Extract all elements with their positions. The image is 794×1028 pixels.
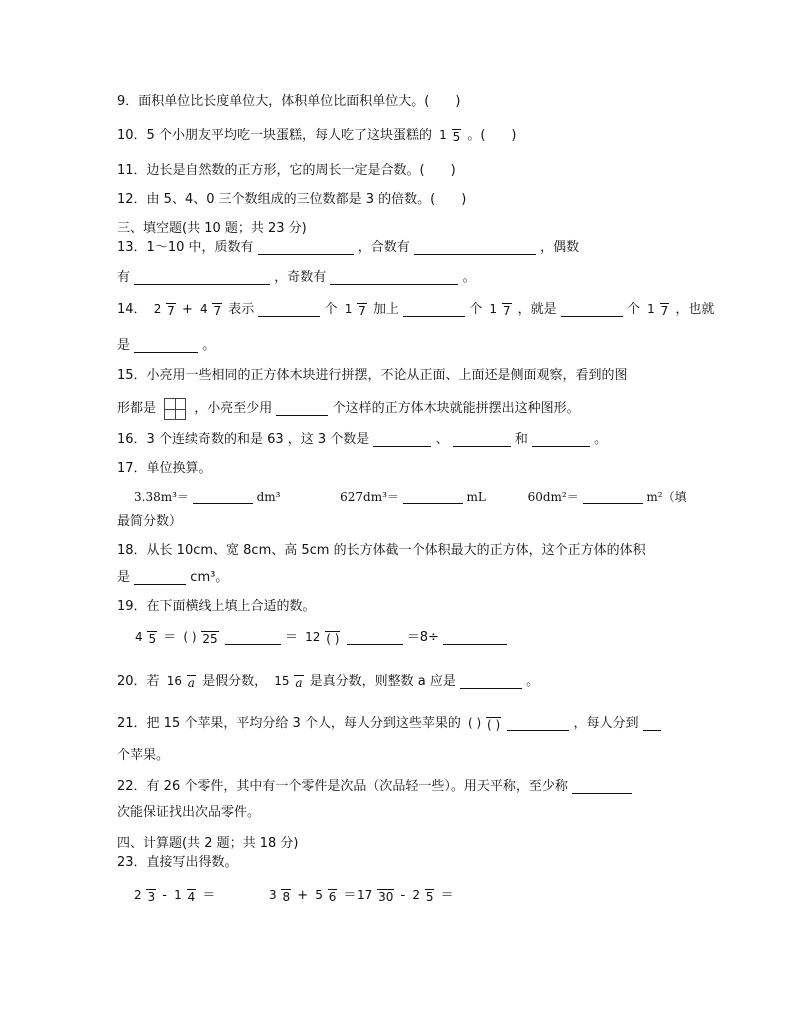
answer-blank[interactable] [460, 675, 522, 689]
denominator: 7 [502, 303, 511, 318]
question-12 [117, 192, 466, 209]
question-text: 。 [462, 270, 476, 285]
question-text: 个 [469, 302, 483, 317]
numerator: 1 [489, 302, 498, 316]
denominator: 25 [202, 631, 218, 646]
answer-blank[interactable] [583, 490, 643, 504]
expression-3 [354, 888, 454, 905]
answer-blank[interactable] [561, 303, 623, 317]
fraction [438, 129, 461, 144]
question-text: 个这样的正方体木块就能拼摆出这种图形。 [332, 401, 580, 416]
numerator: 2 [134, 888, 142, 902]
section-title: 四、计算题(共 2 题；共 18 分) [117, 836, 299, 851]
denominator: a [187, 675, 195, 690]
question-text: ，合数有 [357, 240, 410, 255]
question-19-equation [132, 630, 507, 647]
answer-blank[interactable] [453, 433, 511, 447]
equals-sign: ＝ [202, 888, 216, 903]
numerator: ( ) [468, 716, 482, 730]
denominator: ( ) [326, 631, 340, 646]
denominator: 4 [187, 889, 196, 904]
fraction [356, 889, 394, 904]
question-text: ，也就 [675, 302, 715, 317]
question-text: 9．面积单位比长度单位大，体积单位比面积单位大。( ) [117, 94, 461, 109]
question-text: 最简分数） [117, 514, 183, 529]
section-heading-4 [117, 836, 299, 853]
question-text: 14． [117, 302, 147, 317]
question-16 [117, 432, 607, 449]
question-21 [117, 716, 661, 733]
question-text: 个 [324, 302, 338, 317]
numerator: 1 [344, 302, 353, 316]
question-text: 20．若 [117, 674, 160, 689]
question-22-cont [117, 805, 260, 822]
numerator: 2 [412, 888, 421, 902]
answer-blank[interactable] [507, 717, 569, 731]
question-text: 16．3 个连续奇数的和是 63 ，这 3 个数是 [117, 432, 370, 447]
fraction [273, 675, 303, 690]
operator: - [400, 888, 406, 903]
denominator: 5 [452, 129, 461, 144]
question-22 [117, 779, 632, 796]
answer-blank[interactable] [403, 303, 465, 317]
denominator: 3 [147, 889, 156, 904]
denominator: 8 [282, 889, 291, 904]
question-text: ，就是 [517, 302, 557, 317]
conversion-unit: m²（填 [646, 489, 687, 504]
fraction [173, 889, 196, 904]
answer-blank[interactable] [572, 780, 632, 794]
question-text: 。( ) [467, 128, 517, 143]
fraction [153, 303, 176, 318]
answer-blank[interactable] [258, 241, 354, 255]
denominator: 30 [378, 889, 394, 904]
question-21-cont [117, 748, 169, 765]
answer-blank[interactable] [403, 490, 463, 504]
question-19 [117, 599, 316, 616]
question-text: 12．由 5、4、0 三个数组成的三位数都是 3 的倍数。( ) [117, 192, 467, 207]
equals-text: ＝8÷ [406, 630, 439, 645]
fraction [268, 889, 291, 904]
fraction [199, 303, 222, 318]
expression-2 [266, 888, 357, 905]
fraction [646, 303, 669, 318]
question-11 [117, 163, 456, 180]
question-text: 形都是 [117, 401, 157, 416]
question-text: 15．小亮用一些相同的正方体木块进行拼摆，不论从正面、上面还是侧面观察，看到的图 [117, 368, 628, 383]
section-heading-3 [117, 221, 307, 238]
fraction [488, 303, 511, 318]
fraction [166, 675, 196, 690]
numerator: 2 [153, 302, 162, 316]
fraction [467, 717, 501, 732]
conversion-text: 3.38m³＝ [134, 489, 189, 504]
denominator: 6 [328, 889, 337, 904]
expression-1 [131, 888, 215, 905]
question-text: 22．有 26 个零件，其中有一个零件是次品（次品轻一些）。用天平称，至少称 [117, 779, 568, 794]
answer-blank[interactable] [643, 717, 661, 731]
question-text: 次能保证找出次品零件。 [117, 805, 261, 820]
question-17-cont [117, 514, 182, 531]
numerator: 3 [269, 888, 277, 902]
question-18 [117, 543, 646, 560]
question-20 [117, 674, 539, 691]
equals-sign: ＝ [343, 888, 357, 903]
question-13 [117, 240, 579, 257]
equals-sign: ＝ [163, 630, 177, 645]
answer-blank[interactable] [443, 631, 507, 645]
question-text: 是 [117, 570, 131, 585]
question-text: 有 [117, 270, 131, 285]
numerator: 5 [315, 888, 323, 902]
operator: + [297, 888, 309, 903]
numerator: 15 [274, 674, 290, 688]
denominator: a [295, 675, 303, 690]
question-15-cont [117, 398, 580, 420]
question-text: 、 [435, 432, 449, 447]
fraction [344, 303, 367, 318]
answer-blank[interactable] [373, 433, 431, 447]
question-text: ，每人分到 [573, 716, 639, 731]
question-text: 是真分数，则整数 a 应是 [309, 674, 456, 689]
section-title: 三、填空题(共 10 题；共 23 分) [117, 221, 307, 236]
fraction [304, 631, 340, 646]
question-18-cont [117, 570, 228, 587]
denominator: 5 [148, 631, 157, 646]
fraction [314, 889, 337, 904]
question-9 [117, 94, 460, 111]
question-text: ，偶数 [540, 240, 580, 255]
question-text: 加上 [372, 302, 399, 317]
numerator: 1 [439, 128, 447, 142]
conversion-text: 60dm²＝ [527, 489, 579, 504]
denominator: 7 [660, 303, 669, 318]
question-17-conversions [134, 488, 687, 505]
answer-blank[interactable] [134, 571, 186, 585]
numerator: 4 [199, 302, 208, 316]
operator: - [162, 888, 167, 903]
question-14 [117, 302, 714, 319]
numerator: ( ) [183, 630, 197, 644]
denominator: 7 [213, 303, 222, 318]
conversion-text: 627dm³＝ [340, 489, 399, 504]
answer-blank[interactable] [134, 339, 198, 353]
question-title: 19．在下面横线上填上合适的数。 [117, 599, 316, 614]
question-text: 是 [117, 338, 131, 353]
question-text: 。 [594, 432, 608, 447]
question-text: 18．从长 10cm、宽 8cm、高 5cm 的长方体截一个体积最大的正方体，这个正方体的体积 [117, 543, 646, 558]
equals-sign: ＝ [440, 888, 454, 903]
plus-sign: + [181, 302, 193, 317]
answer-blank[interactable] [225, 631, 281, 645]
question-text: 表示 [228, 302, 255, 317]
answer-blank[interactable] [347, 631, 403, 645]
numerator: 12 [305, 630, 321, 644]
numerator: 1 [647, 302, 655, 316]
equals-sign: ＝ [284, 630, 298, 645]
fraction [411, 889, 434, 904]
question-text: 10．5 个小朋友平均吃一块蛋糕，每人吃了这块蛋糕的 [117, 128, 432, 143]
question-text: 个 [626, 302, 640, 317]
denominator: ( ) [487, 717, 501, 732]
question-text: 11．边长是自然数的正方形，它的周长一定是合数。( ) [117, 163, 456, 178]
question-text: 13．1～10 中，质数有 [117, 240, 254, 255]
conversion-unit: dm³ [256, 489, 281, 504]
answer-blank[interactable] [134, 271, 270, 285]
denominator: 7 [167, 303, 175, 318]
question-text: 个苹果。 [117, 748, 170, 763]
fraction [133, 889, 156, 904]
question-14-cont [117, 338, 215, 355]
numerator: 4 [135, 630, 143, 644]
question-text: cm³。 [190, 570, 229, 585]
numerator: 1 [174, 888, 182, 902]
question-text: 21．把 15 个苹果，平均分给 3 个人，每人分到这些苹果的 [117, 716, 461, 731]
question-15 [117, 368, 628, 385]
answer-blank[interactable] [414, 241, 536, 255]
question-text: 。 [202, 338, 216, 353]
question-10 [117, 128, 517, 145]
numerator: 17 [357, 888, 373, 902]
answer-blank[interactable] [330, 271, 458, 285]
question-text: ，奇数有 [274, 270, 327, 285]
numerator: 16 [166, 674, 182, 688]
fraction [134, 631, 157, 646]
denominator: 7 [358, 303, 366, 318]
conversion-unit: mL [466, 489, 486, 504]
denominator: 5 [425, 889, 434, 904]
question-text: 和 [514, 432, 528, 447]
question-title: 23．直接写出得数。 [117, 855, 238, 870]
question-17 [117, 461, 212, 478]
four-square-grid-icon [164, 398, 186, 420]
answer-blank[interactable] [532, 433, 590, 447]
question-23 [117, 855, 238, 872]
question-13-cont [117, 270, 476, 287]
question-title: 17．单位换算。 [117, 461, 212, 476]
question-text: ，小亮至少用 [194, 401, 273, 416]
question-text: 。 [526, 674, 540, 689]
question-text: 是假分数， [202, 674, 268, 689]
answer-blank[interactable] [276, 402, 328, 416]
fraction [182, 631, 218, 646]
answer-blank[interactable] [258, 303, 320, 317]
answer-blank[interactable] [193, 490, 253, 504]
